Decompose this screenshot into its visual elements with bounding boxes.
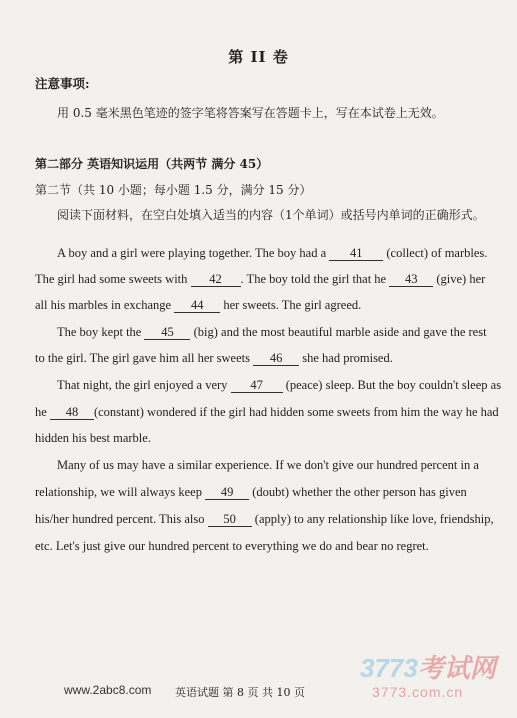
footer-site-url: www.2abc8.com <box>64 683 152 697</box>
page-title: 第 II 卷 <box>228 48 289 66</box>
notice-text: 用 0.5 毫米黑色笔迹的签字笔将答案写在答题卡上，写在本试卷上无效。 <box>57 106 444 120</box>
blank-44: 44 <box>174 299 220 313</box>
passage-line: Many of us may have a similar experience. If we don't give our hundred percent in a <box>57 458 479 472</box>
watermark-url: 3773.com.cn <box>372 684 464 700</box>
blank-50: 50 <box>208 513 252 527</box>
blank-45: 45 <box>144 326 190 340</box>
passage-line: hidden his best marble. <box>35 431 151 445</box>
blank-43: 43 <box>389 273 433 287</box>
passage-line: his/her hundred percent. This also 50 (apply) to any relationship like love, friendship, <box>35 512 494 526</box>
part-heading: 第二部分 英语知识运用（共两节 满分 45） <box>35 157 269 171</box>
passage-line: etc. Let's just give our hundred percent to everything we do and bear no regret. <box>35 539 429 553</box>
blank-47: 47 <box>231 379 283 393</box>
watermark-logo: 3773考试网 <box>360 653 496 683</box>
blank-49: 49 <box>205 486 249 500</box>
passage-line: to the girl. The girl gave him all her sweets 46 she had promised. <box>35 351 393 365</box>
footer-page-info: 英语试题 第 8 页 共 10 页 <box>175 686 305 699</box>
subsection-heading: 第二节（共 10 小题；每小题 1.5 分，满分 15 分） <box>35 183 312 197</box>
passage-line: A boy and a girl were playing together. The boy had a 41 (collect) of marbles. <box>57 246 488 260</box>
blank-48: 48 <box>50 406 94 420</box>
passage-line: That night, the girl enjoyed a very 47 (peace) sleep. But the boy couldn't sleep as <box>57 378 502 392</box>
passage-line: The girl had some sweets with 42 . The boy told the girl that he 43 (give) her <box>35 272 486 286</box>
instruction-text: 阅读下面材料，在空白处填入适当的内容（1个单词）或括号内单词的正确形式。 <box>57 208 485 222</box>
passage-line: The boy kept the 45 (big) and the most beautiful marble aside and gave the rest <box>57 325 487 339</box>
blank-46: 46 <box>253 352 299 366</box>
passage-line: relationship, we will always keep 49 (doubt) whether the other person has given <box>35 485 467 499</box>
notice-heading: 注意事项: <box>35 76 90 91</box>
passage-line: he 48 (constant) wondered if the girl had hidden some sweets from him the way he had <box>35 405 499 419</box>
passage-line: all his marbles in exchange 44 her sweets. The girl agreed. <box>35 298 362 312</box>
blank-42: 42 <box>191 273 241 287</box>
blank-41: 41 <box>329 247 383 261</box>
